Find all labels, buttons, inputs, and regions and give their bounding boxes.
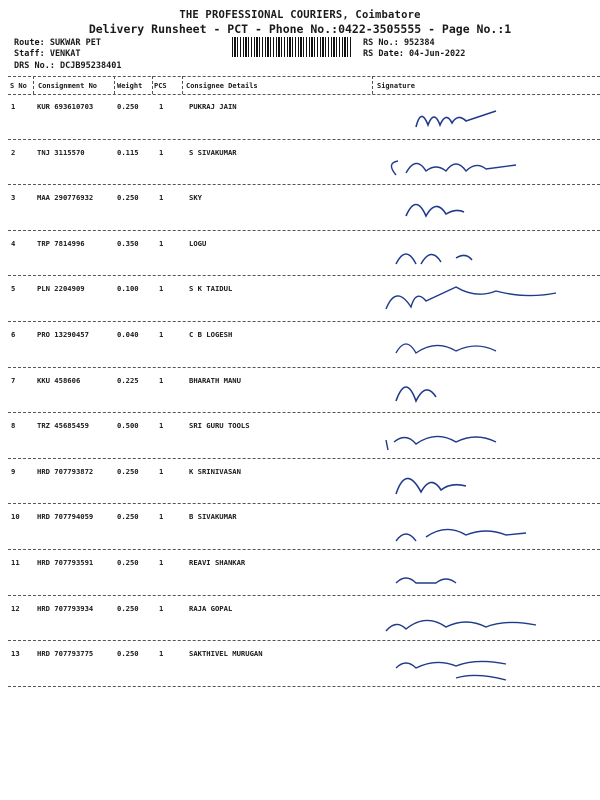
column-divider	[114, 76, 115, 94]
row-consignment-no: KKU 458606	[37, 375, 81, 385]
barcode	[232, 37, 352, 57]
row-weight: 0.115	[117, 147, 139, 157]
row-separator	[8, 184, 600, 185]
row-separator	[8, 139, 600, 140]
row-sno: 12	[11, 603, 20, 613]
row-weight: 0.100	[117, 284, 139, 294]
row-pcs: 1	[159, 238, 164, 248]
signature-image	[376, 644, 576, 686]
signature-image	[376, 325, 576, 367]
row-consignment-no: MAA 290776932	[37, 193, 94, 203]
row-consignment-no: PLN 2204909	[37, 284, 85, 294]
row-consignee: RAJA GOPAL	[189, 603, 233, 613]
row-separator	[8, 412, 600, 413]
row-pcs: 1	[159, 512, 164, 522]
row-weight: 0.250	[117, 193, 139, 203]
row-sno: 7	[11, 375, 16, 385]
column-divider	[33, 76, 34, 94]
row-sno: 1	[11, 102, 16, 111]
row-consignee: SAKTHIVEL MURUGAN	[189, 649, 263, 659]
row-consignment-no: HRD 707794059	[37, 512, 94, 522]
row-consignment-no: TRP 7814996	[37, 238, 85, 248]
col-header-signature: Signature	[377, 82, 415, 90]
row-weight: 0.250	[117, 558, 139, 567]
row-pcs: 1	[159, 375, 164, 385]
row-consignment-no: KUR 693610703	[37, 102, 94, 111]
row-pcs: 1	[159, 102, 164, 111]
row-pcs: 1	[159, 284, 164, 294]
row-separator	[8, 503, 600, 504]
row-consignment-no: HRD 707793934	[37, 603, 94, 613]
col-header-sno: S No	[10, 82, 27, 90]
col-header-weight: Weight	[117, 82, 143, 90]
row-pcs: 1	[159, 649, 164, 659]
col-header-pcs: PCS	[154, 82, 167, 90]
row-weight: 0.250	[117, 603, 139, 613]
row-consignment-no: HRD 707793775	[37, 649, 94, 659]
runsheet-title: Delivery Runsheet - PCT - Phone No.:0422-3505555 - Page No.:1	[88, 22, 512, 36]
row-sno: 8	[11, 421, 16, 431]
signature-image	[376, 507, 576, 549]
row-separator	[8, 595, 600, 596]
column-divider	[152, 76, 153, 94]
row-consignment-no: TNJ 3115570	[37, 147, 85, 157]
row-consignment-no: HRD 707793591	[37, 558, 94, 567]
row-weight: 0.250	[117, 466, 139, 476]
row-sno: 11	[11, 558, 20, 567]
row-weight: 0.250	[117, 102, 139, 111]
row-sno: 4	[11, 238, 16, 248]
row-consignee: LOGU	[189, 238, 207, 248]
row-consignment-no: HRD 707793872	[37, 466, 94, 476]
rs-date: RS Date: 04-Jun-2022	[363, 49, 466, 59]
row-separator	[8, 275, 600, 276]
row-weight: 0.350	[117, 238, 139, 248]
signature-image	[376, 599, 576, 641]
row-separator	[8, 321, 600, 322]
staff-label: Staff: VENKAT	[14, 49, 81, 59]
row-consignee: PUKRAJ JAIN	[189, 102, 237, 111]
signature-image	[376, 143, 576, 185]
signature-image	[376, 553, 576, 595]
row-consignee: SKY	[189, 193, 202, 203]
row-sno: 10	[11, 512, 20, 522]
row-pcs: 1	[159, 193, 164, 203]
rs-number: RS No.: 952384	[363, 38, 435, 48]
row-weight: 0.500	[117, 421, 139, 431]
signature-image	[376, 416, 576, 458]
signature-image	[376, 462, 576, 504]
column-divider	[372, 76, 373, 94]
row-consignment-no: PRO 13290457	[37, 330, 89, 339]
row-consignee: K SRINIVASAN	[189, 466, 241, 476]
row-weight: 0.250	[117, 649, 139, 659]
row-consignee: BHARATH MANU	[189, 375, 241, 385]
route-label: Route: SUKWAR PET	[14, 38, 101, 48]
column-divider	[182, 76, 183, 94]
signature-image	[376, 371, 576, 413]
col-header-consignment: Consignment No	[38, 82, 98, 90]
row-separator	[8, 640, 600, 641]
row-consignee: S K TAIDUL	[189, 284, 233, 294]
row-weight: 0.040	[117, 330, 139, 339]
row-consignee: C B LOGESH	[189, 330, 233, 339]
row-separator	[8, 458, 600, 459]
row-weight: 0.225	[117, 375, 139, 385]
row-separator	[8, 367, 600, 368]
row-consignee: B SIVAKUMAR	[189, 512, 237, 522]
row-weight: 0.250	[117, 512, 139, 522]
row-sno: 13	[11, 649, 20, 659]
row-sno: 9	[11, 466, 16, 476]
signature-image	[376, 234, 576, 276]
signature-image	[376, 188, 576, 230]
signature-image	[376, 279, 576, 321]
row-pcs: 1	[159, 558, 164, 567]
row-pcs: 1	[159, 466, 164, 476]
row-consignee: SRI GURU TOOLS	[189, 421, 250, 431]
row-consignment-no: TRZ 45685459	[37, 421, 89, 431]
row-sno: 3	[11, 193, 16, 203]
company-title: THE PROFESSIONAL COURIERS, Coimbatore	[179, 9, 421, 21]
table-top-rule	[8, 76, 600, 77]
row-sno: 6	[11, 330, 16, 339]
row-pcs: 1	[159, 603, 164, 613]
col-header-consignee: Consignee Details	[186, 82, 258, 90]
row-consignee: S SIVAKUMAR	[189, 147, 237, 157]
row-separator	[8, 549, 600, 550]
row-pcs: 1	[159, 421, 164, 431]
row-sno: 5	[11, 284, 16, 294]
signature-image	[376, 97, 576, 139]
row-separator	[8, 686, 600, 687]
row-pcs: 1	[159, 147, 164, 157]
row-pcs: 1	[159, 330, 164, 339]
row-consignee: REAVI SHANKAR	[189, 558, 246, 567]
table-header-rule	[8, 94, 600, 95]
drs-number: DRS No.: DCJB95238401	[14, 61, 122, 71]
row-separator	[8, 230, 600, 231]
row-sno: 2	[11, 147, 16, 157]
